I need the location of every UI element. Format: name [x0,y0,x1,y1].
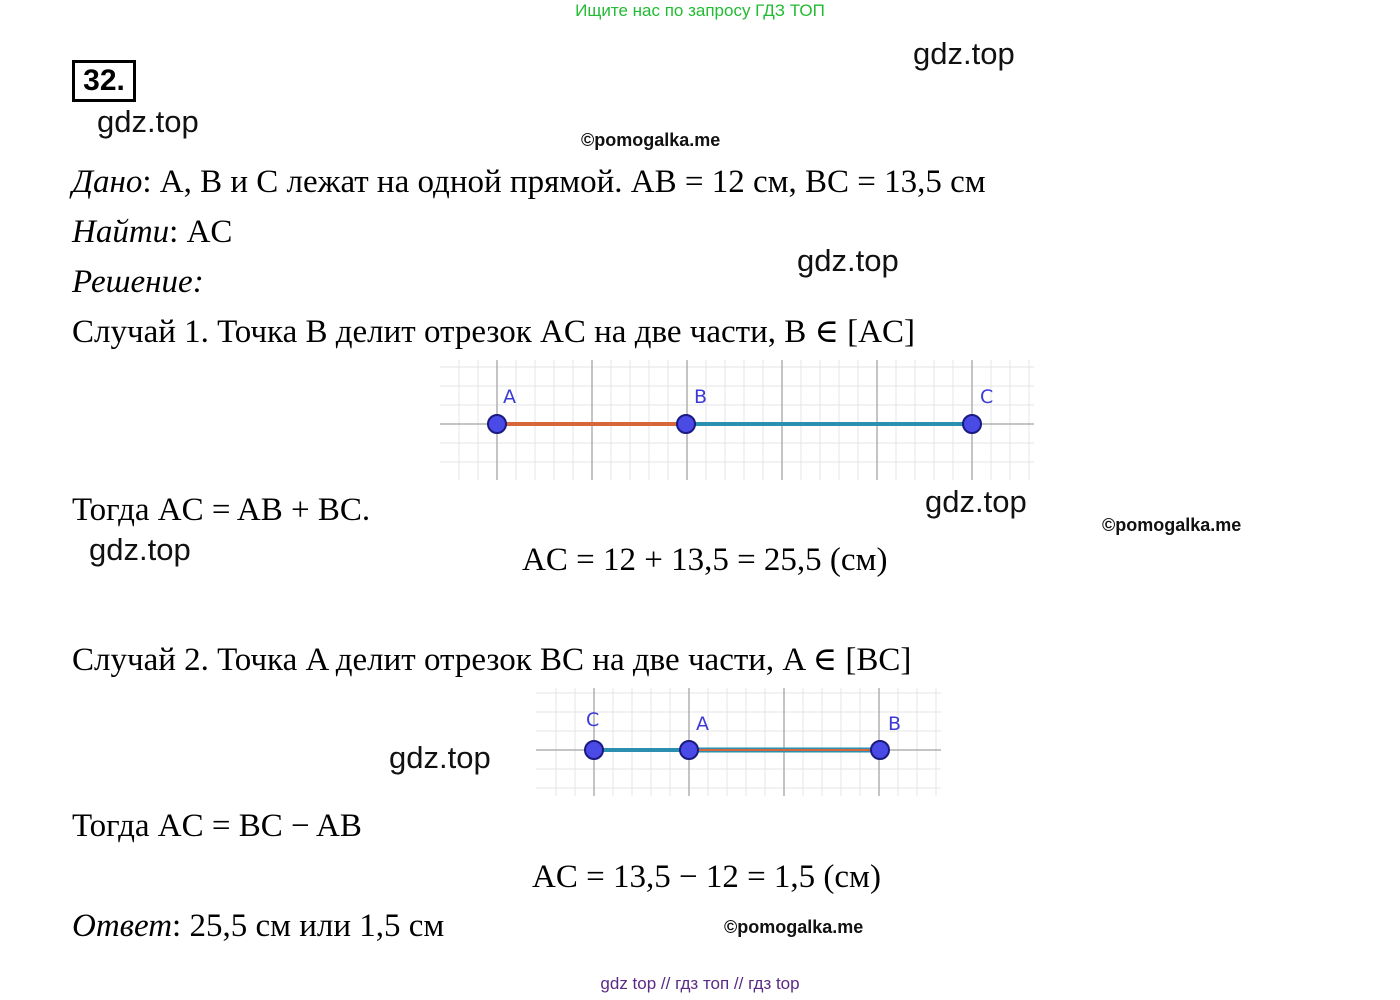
label-c-2: C [586,709,600,731]
footer-links: gdz top // гдз топ // гдз top [600,974,800,993]
point-b [677,415,695,433]
solution-label: Решение: [72,264,204,300]
case2-heading: Случай 2. Точка A делит отрезок BC на две части, A ∈ [BC] [72,642,912,678]
given-line [72,162,986,202]
label-c: C [980,386,994,408]
case1-heading: Случай 1. Точка B делит отрезок AC на две части, B ∈ [AC] [72,314,915,350]
answer-line [72,906,444,946]
watermark-mid: gdz.top [797,243,899,278]
find-label: Найти [72,214,170,250]
point-a [488,415,506,433]
copyright-top: ©pomogalka.me [581,130,721,150]
answer-text: : 25,5 см или 1,5 см [172,908,445,944]
find-line [72,212,232,252]
case1-calc: AC = 12 + 13,5 = 25,5 (см) [522,542,888,578]
answer-label: Ответ [72,908,173,944]
case2-then: Тогда AC = BC − AB [72,808,362,844]
point-b-2 [871,741,889,759]
watermark-mid-right: gdz.top [925,484,1027,519]
watermark-left-2: gdz.top [89,532,191,567]
case1-then: Тогда AC = AB + BC. [72,492,371,528]
case2-calc: AC = 13,5 − 12 = 1,5 (см) [532,859,881,895]
point-a-2 [680,741,698,759]
point-c [963,415,981,433]
watermark-left: gdz.top [97,104,199,139]
watermark-lower: gdz.top [389,740,491,775]
label-a: A [503,386,516,408]
label-a-2: A [696,713,709,735]
given-label: Дано [72,164,143,200]
label-b: B [694,386,708,408]
watermark-top-right: gdz.top [913,36,1015,71]
case2-diagram [536,688,941,796]
copyright-bottom: ©pomogalka.me [724,917,864,937]
label-b-2: B [888,713,902,735]
given-text: : A, B и C лежат на одной прямой. AB = 12 см, BC = 13,5 см [142,164,986,200]
copyright-mid: ©pomogalka.me [1102,515,1242,535]
find-text: : AC [169,214,233,250]
top-banner: Ищите нас по запросу ГДЗ ТОП [575,1,825,20]
point-c-2 [585,741,603,759]
case1-diagram [440,360,1034,480]
problem-number: 32. [72,60,136,102]
